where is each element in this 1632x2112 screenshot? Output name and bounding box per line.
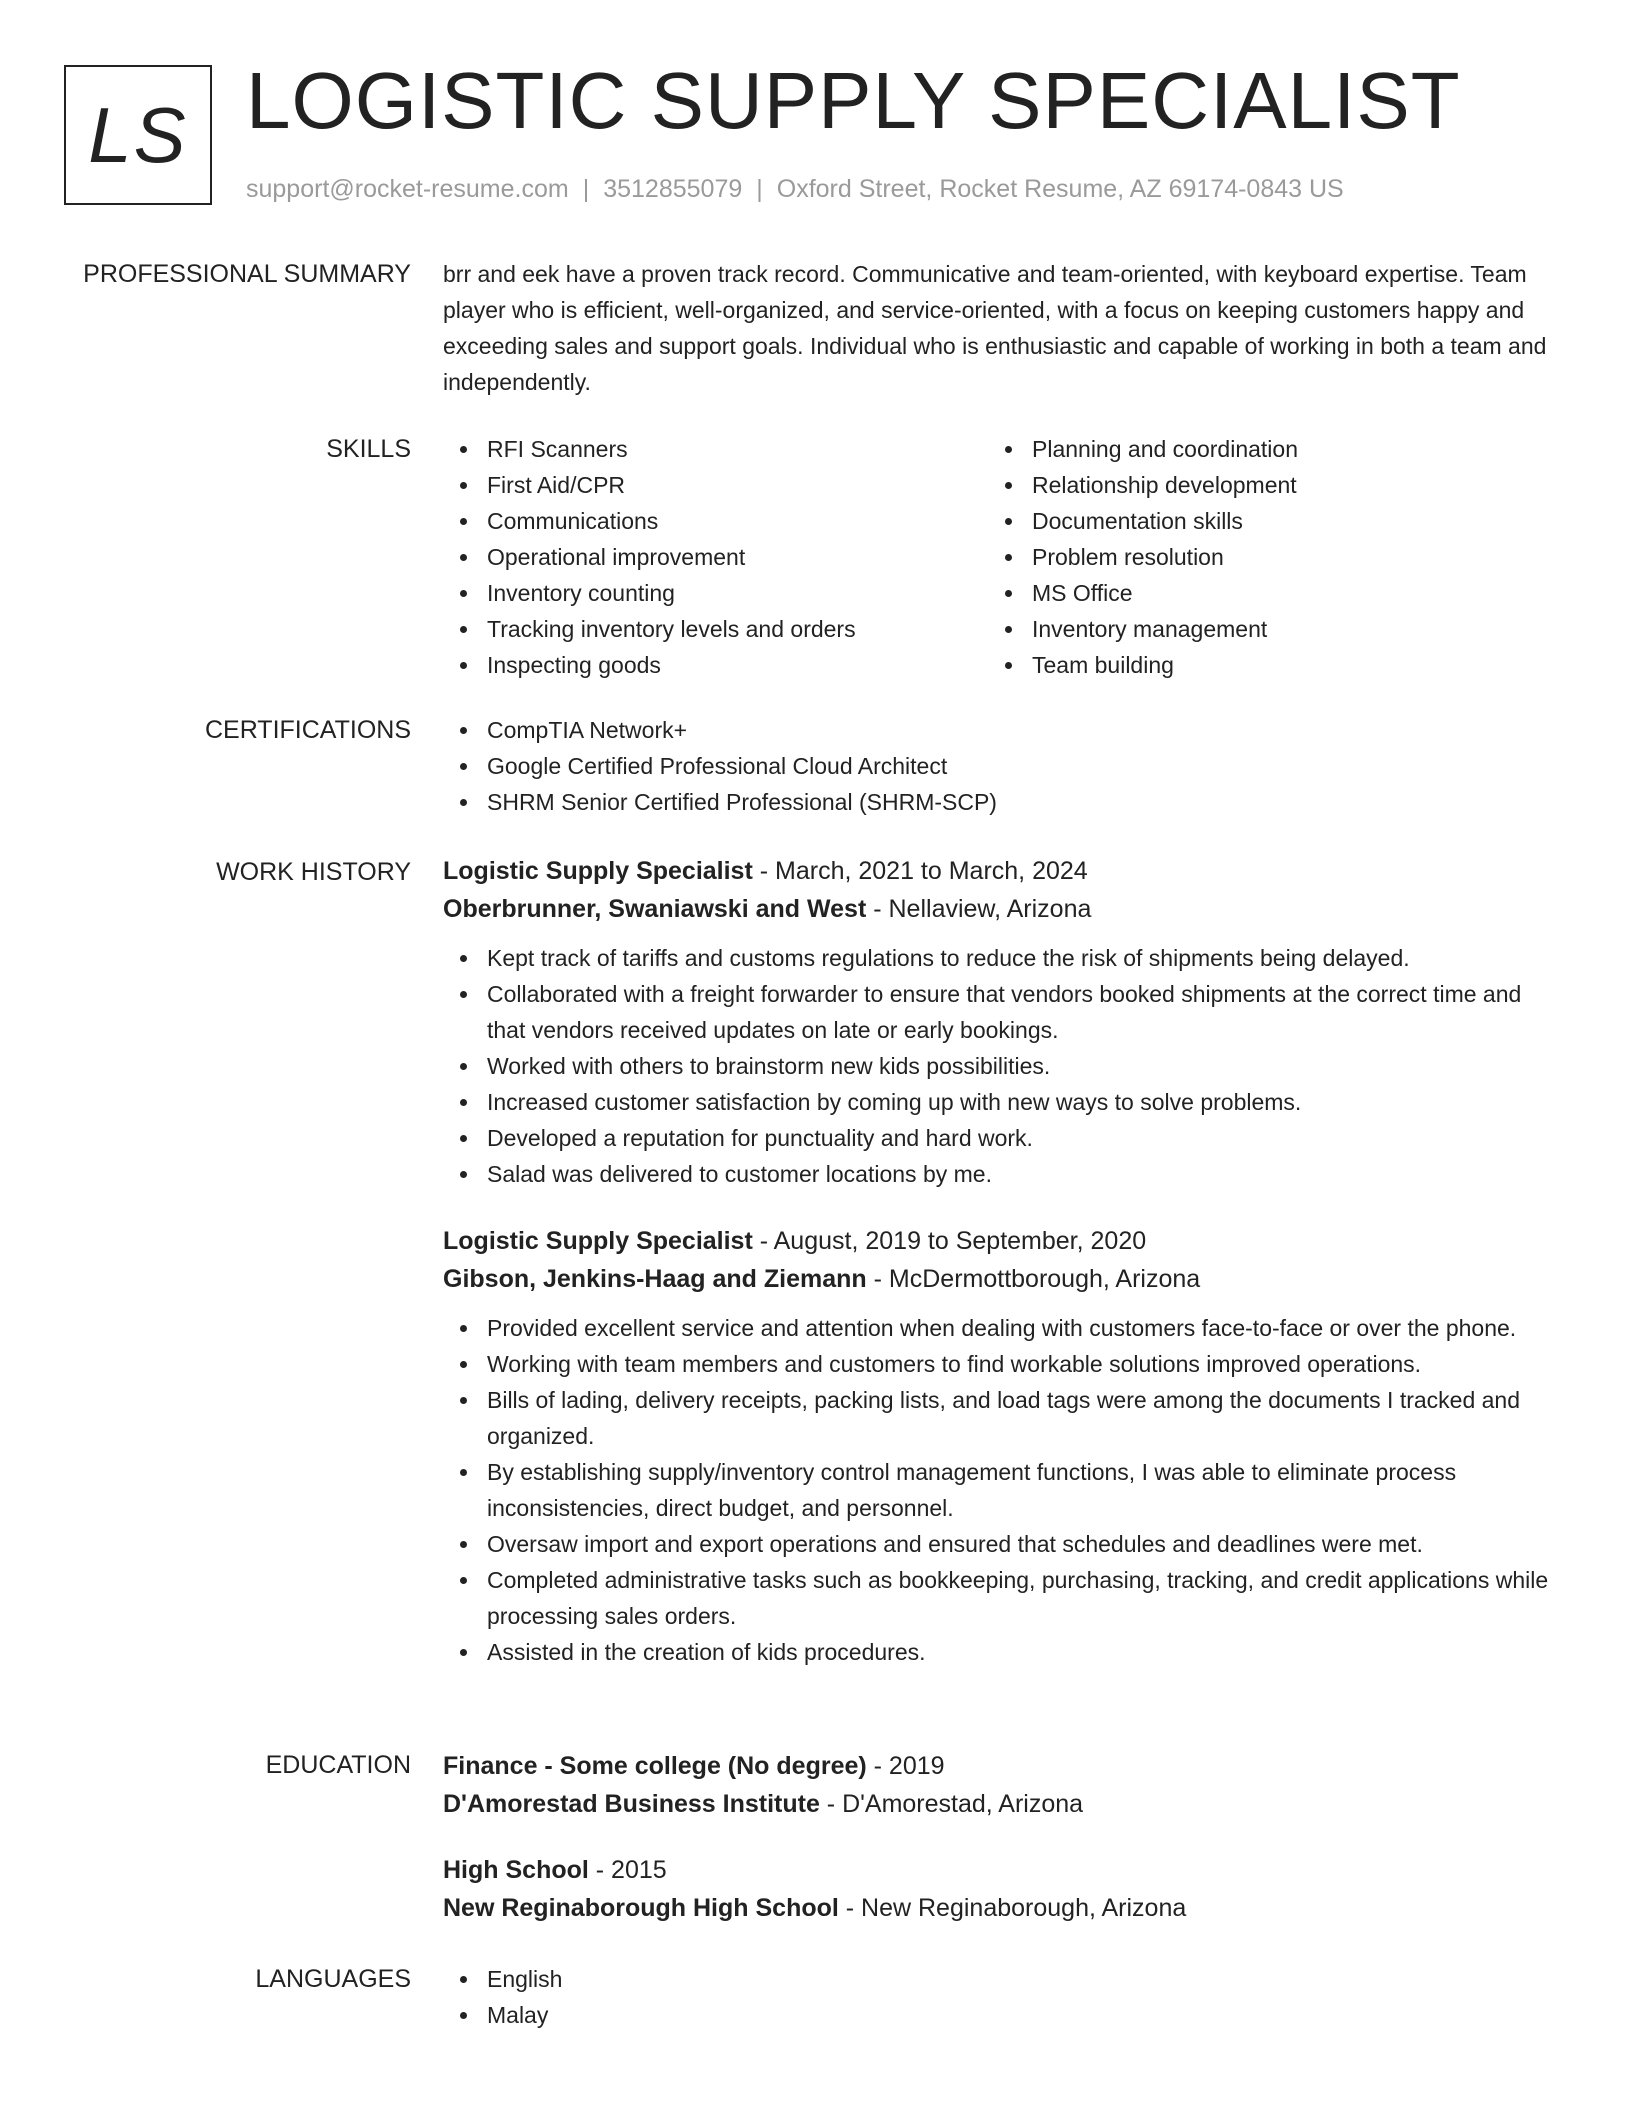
job-duty-item: By establishing supply/inventory control management functions, I was able to eliminate process inconsistencies, direct budget, and personnel. — [443, 1454, 1553, 1526]
job-title-line — [443, 1222, 1553, 1260]
job-company: Oberbrunner, Swaniawski and West — [443, 895, 867, 923]
section-heading-certifications: CERTIFICATIONS — [204, 716, 411, 744]
resume-title: LOGISTIC SUPPLY SPECIALIST — [246, 56, 1461, 145]
job-title-line — [443, 852, 1553, 890]
skill-item: Communications — [443, 503, 988, 539]
skills-list-right — [988, 431, 1533, 683]
skill-item: Documentation skills — [988, 503, 1533, 539]
education-location: - New Reginaborough, Arizona — [838, 1894, 1187, 1922]
skill-item: MS Office — [988, 575, 1533, 611]
skill-item: Operational improvement — [443, 539, 988, 575]
job-entry — [443, 1222, 1553, 1670]
skill-item: Inventory management — [988, 611, 1533, 647]
education-year: - 2019 — [866, 1752, 945, 1780]
summary-body — [443, 256, 1553, 400]
job-title: Logistic Supply Specialist — [443, 1227, 753, 1255]
skill-item: RFI Scanners — [443, 431, 988, 467]
contact-address: Oxford Street, Rocket Resume, AZ 69174-0843 US — [776, 175, 1344, 203]
education-school-line — [443, 1889, 1553, 1927]
skill-item: Problem resolution — [988, 539, 1533, 575]
skill-item: Planning and coordination — [988, 431, 1533, 467]
education-degree-line — [443, 1747, 1553, 1785]
job-location: - Nellaview, Arizona — [866, 895, 1092, 923]
education-entry — [443, 1747, 1553, 1823]
job-duty-item: Salad was delivered to customer locations by me. — [443, 1156, 1553, 1192]
education-entry — [443, 1851, 1553, 1927]
job-company-line — [443, 890, 1553, 928]
skill-item: Tracking inventory levels and orders — [443, 611, 988, 647]
job-entry — [443, 852, 1553, 1192]
certification-item: SHRM Senior Certified Professional (SHRM-SCP) — [443, 784, 1553, 820]
section-heading-summary: PROFESSIONAL SUMMARY — [83, 260, 411, 288]
job-duty-item: Worked with others to brainstorm new kids possibilities. — [443, 1048, 1553, 1084]
certification-item: Google Certified Professional Cloud Architect — [443, 748, 1553, 784]
job-duty-item: Provided excellent service and attention when dealing with customers face-to-face or over the phone. — [443, 1310, 1553, 1346]
job-title: Logistic Supply Specialist — [443, 857, 753, 885]
education-school: New Reginaborough High School — [443, 1894, 839, 1922]
job-duty-item: Increased customer satisfaction by coming up with new ways to solve problems. — [443, 1084, 1553, 1120]
certifications-list — [443, 712, 1553, 820]
job-company-line — [443, 1260, 1553, 1298]
skills-list-left — [443, 431, 988, 683]
education-degree: Finance - Some college (No degree) — [443, 1752, 867, 1780]
contact-line — [246, 172, 1344, 206]
languages-body — [443, 1961, 1553, 2033]
job-dates: - August, 2019 to September, 2020 — [752, 1227, 1147, 1255]
job-duty-item: Developed a reputation for punctuality and hard work. — [443, 1120, 1553, 1156]
job-duty-item: Assisted in the creation of kids procedures. — [443, 1634, 1553, 1670]
job-location: - McDermottborough, Arizona — [866, 1265, 1201, 1293]
contact-email[interactable]: support@rocket-resume.com — [246, 175, 569, 203]
job-duties-list — [443, 940, 1553, 1192]
certification-item: CompTIA Network+ — [443, 712, 1553, 748]
skill-item: Team building — [988, 647, 1533, 683]
section-heading-skills: SKILLS — [326, 435, 411, 463]
job-duty-item: Kept track of tariffs and customs regulations to reduce the risk of shipments being delayed. — [443, 940, 1553, 976]
language-item: Malay — [443, 1997, 1553, 2033]
job-duty-item: Completed administrative tasks such as bookkeeping, purchasing, tracking, and credit applications while processing sales orders. — [443, 1562, 1553, 1634]
skill-item: First Aid/CPR — [443, 467, 988, 503]
job-dates: - March, 2021 to March, 2024 — [752, 857, 1088, 885]
job-duty-item: Working with team members and customers to find workable solutions improved operations. — [443, 1346, 1553, 1382]
summary-text: brr and eek have a proven track record. Communicative and team-oriented, with keyboard expertise. Team player who is efficient, well-organized, and service-oriented, with a focus on keeping customers happy and exceeding sales and support goals. Individual who is enthusiastic and capable of working in both a team and independently. — [443, 261, 1547, 395]
monogram-logo: LS — [64, 65, 212, 205]
work-history-body — [443, 852, 1553, 1700]
job-duty-item: Oversaw import and export operations and ensured that schedules and deadlines were met. — [443, 1526, 1553, 1562]
contact-separator: | — [756, 175, 763, 203]
skill-item: Inventory counting — [443, 575, 988, 611]
job-company: Gibson, Jenkins-Haag and Ziemann — [443, 1265, 867, 1293]
job-duties-list — [443, 1310, 1553, 1670]
languages-list — [443, 1961, 1553, 2033]
education-school: D'Amorestad Business Institute — [443, 1790, 820, 1818]
language-item: English — [443, 1961, 1553, 1997]
section-heading-languages: LANGUAGES — [255, 1965, 411, 1993]
education-degree-line — [443, 1851, 1553, 1889]
education-school-line — [443, 1785, 1553, 1823]
education-year: - 2015 — [588, 1856, 667, 1884]
education-degree: High School — [443, 1856, 589, 1884]
contact-phone[interactable]: 3512855079 — [603, 175, 743, 203]
skills-body — [443, 431, 1553, 683]
skill-item: Relationship development — [988, 467, 1533, 503]
education-location: - D'Amorestad, Arizona — [819, 1790, 1084, 1818]
certifications-body — [443, 712, 1553, 820]
job-duty-item: Collaborated with a freight forwarder to ensure that vendors booked shipments at the correct time and that vendors received updates on late or early bookings. — [443, 976, 1553, 1048]
skill-item: Inspecting goods — [443, 647, 988, 683]
job-duty-item: Bills of lading, delivery receipts, packing lists, and load tags were among the documents I tracked and organized. — [443, 1382, 1553, 1454]
section-heading-education: EDUCATION — [265, 1751, 411, 1779]
section-heading-work-history: WORK HISTORY — [216, 858, 411, 886]
contact-separator: | — [582, 175, 590, 203]
education-body — [443, 1747, 1553, 1955]
